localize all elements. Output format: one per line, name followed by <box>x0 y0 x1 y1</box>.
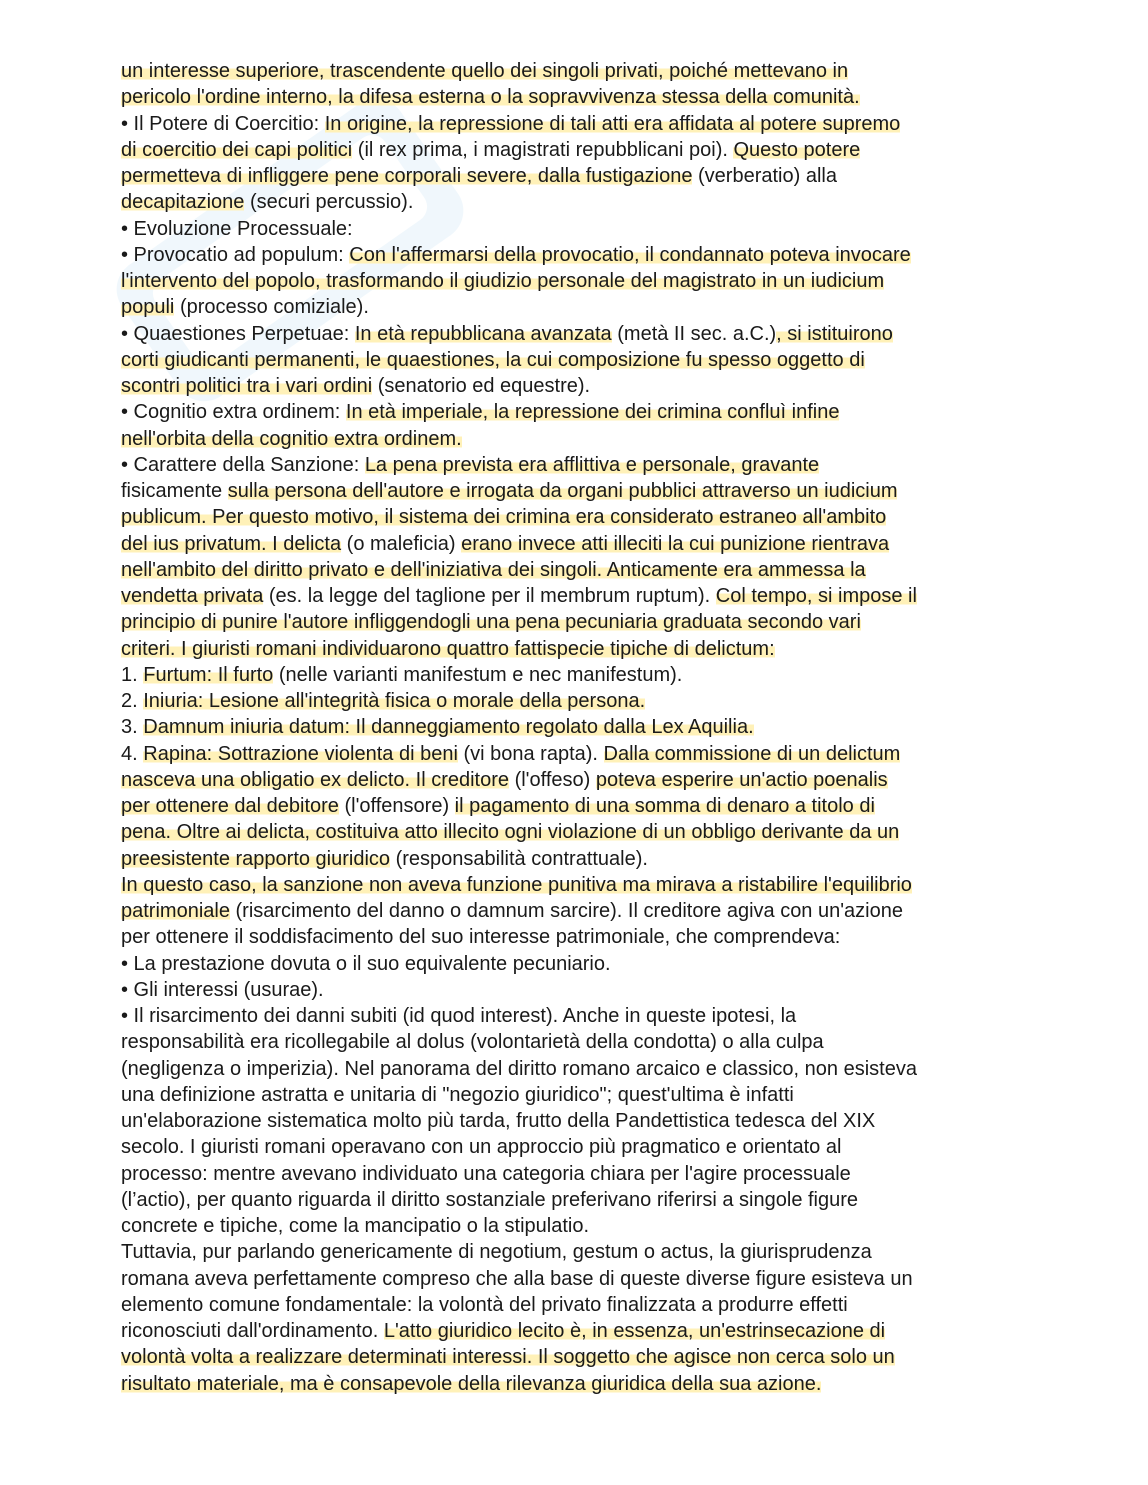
text-line <box>121 84 1041 110</box>
document-body <box>121 58 1041 1397</box>
text-line <box>121 399 1041 425</box>
text-segment: romana aveva perfettamente compreso che alla base di queste diverse figure esisteva un <box>121 1267 913 1290</box>
text-line <box>121 1239 1041 1265</box>
highlighted-text: Iniuria: Lesione all'integrità fisica o morale della persona. <box>143 690 646 712</box>
text-segment: elemento comune fondamentale: la volontà del privato finalizzata a produrre effetti <box>121 1293 848 1316</box>
highlighted-text: Furtum: Il furto <box>143 663 274 686</box>
text-line <box>121 216 1041 242</box>
highlighted-text: publicum. Per questo motivo, il sistema dei crimina era considerato estraneo all'ambito <box>121 506 887 529</box>
text-line <box>121 189 1041 215</box>
highlighted-text: decapitazione <box>121 191 245 214</box>
text-line <box>121 793 1041 819</box>
highlighted-text: l'intervento del popolo, trasformando il giudizio personale del magistrato in un iudicium <box>121 270 885 292</box>
text-line <box>121 1108 1041 1134</box>
text-line <box>121 1371 1041 1397</box>
highlighted-text: Con l'affermarsi della provocatio, il condannato poteva invocare <box>349 243 911 266</box>
highlighted-text: In età repubblicana avanzata <box>354 322 612 345</box>
highlighted-text: nell'ambito del diritto privato e dell'iniziativa dei singoli. Anticamente era ammessa la <box>121 558 866 581</box>
text-line <box>121 636 1041 662</box>
text-segment: responsabilità era ricollegabile al dolus (volontarietà della condotta) o alla culpa <box>121 1031 824 1054</box>
text-line <box>121 1082 1041 1108</box>
text-line <box>121 531 1041 557</box>
text-line <box>121 767 1041 793</box>
text-segment: (senatorio ed equestre). <box>372 375 591 397</box>
highlighted-text: il pagamento di una somma di denaro a titolo di <box>454 795 875 817</box>
text-line <box>121 504 1041 530</box>
text-segment: (responsabilità contrattuale). <box>390 847 648 870</box>
highlighted-text: principio di punire l'autore infliggendogli una pena pecuniaria graduata secondo vari <box>121 611 861 634</box>
text-segment: secolo. I giuristi romani operavano con un approccio più pragmatico e orientato al <box>121 1136 842 1159</box>
text-line <box>121 1187 1041 1213</box>
text-line <box>121 1161 1041 1187</box>
highlighted-text: per ottenere dal debitore <box>121 795 339 817</box>
text-line <box>121 58 1041 84</box>
text-segment: (vi bona rapta). <box>457 742 604 765</box>
text-line <box>121 609 1041 635</box>
highlighted-text: scontri politici tra i vari ordini <box>121 375 373 397</box>
text-segment: (verberatio) alla <box>692 165 837 187</box>
highlighted-text: L'atto giuridico lecito è, in essenza, un'estrinsecazione di <box>383 1320 886 1342</box>
text-line <box>121 373 1041 399</box>
highlighted-text: permetteva di infliggere pene corporali severe, dalla fustigazione <box>121 165 693 187</box>
text-line <box>121 111 1041 137</box>
text-segment: 2. <box>121 690 144 712</box>
text-segment: concrete e tipiche, come la mancipatio o la stipulatio. <box>121 1215 590 1237</box>
text-segment: • Cognitio extra ordinem: <box>121 401 346 424</box>
highlighted-text: In origine, la repressione di tali atti era affidata al potere supremo <box>324 112 901 135</box>
text-line <box>121 1213 1041 1239</box>
text-segment: • Il Potere di Coercitio: <box>121 112 325 135</box>
highlighted-text: Questo potere <box>733 138 861 161</box>
text-segment: • Quaestiones Perpetuae: <box>121 322 355 345</box>
text-line <box>121 714 1041 740</box>
highlighted-text: sulla persona dell'autore e irrogata da organi pubblici attraverso un iudicium <box>227 480 898 502</box>
highlighted-text: , si istituirono <box>776 322 893 345</box>
text-segment: (risarcimento del danno o damnum sarcire). Il creditore agiva con un'azione <box>229 900 903 922</box>
text-line <box>121 872 1041 898</box>
text-segment: • Gli interessi (usurae). <box>121 978 324 1001</box>
highlighted-text: La pena prevista era afflittiva e personale, gravante <box>364 453 820 476</box>
text-line <box>121 846 1041 872</box>
text-segment: (il rex prima, i magistrati repubblicani poi). <box>352 138 734 161</box>
highlighted-text: risultato materiale, ma è consapevole della rilevanza giuridica della sua azione. <box>121 1372 822 1395</box>
text-line <box>121 452 1041 478</box>
text-line <box>121 294 1041 320</box>
text-line <box>121 977 1041 1003</box>
text-line <box>121 1029 1041 1055</box>
highlighted-text: preesistente rapporto giuridico <box>121 847 391 870</box>
text-line <box>121 426 1041 452</box>
text-segment: (nelle varianti manifestum e nec manifestum). <box>273 663 683 686</box>
text-line <box>121 163 1041 189</box>
text-segment: • Il risarcimento dei danni subiti (id quod interest). Anche in queste ipotesi, la <box>121 1005 797 1027</box>
text-segment: • Provocatio ad populum: <box>121 243 350 266</box>
text-line <box>121 137 1041 163</box>
text-line <box>121 478 1041 504</box>
text-line <box>121 268 1041 294</box>
text-segment: (l'offeso) <box>509 768 596 791</box>
highlighted-text: In questo caso, la sanzione non aveva funzione punitiva ma mirava a ristabilire l'equilibrio <box>121 873 912 896</box>
text-line <box>121 1318 1041 1344</box>
text-segment: (negligenza o imperizia). Nel panorama del diritto romano arcaico e classico, non esisteva <box>121 1057 917 1080</box>
text-segment: 4. <box>121 742 144 765</box>
text-segment: riconosciuti dall'ordinamento. <box>121 1320 384 1342</box>
text-segment: (l'offensore) <box>338 795 455 817</box>
text-segment: • Carattere della Sanzione: <box>121 453 365 476</box>
highlighted-text: volontà volta a realizzare determinati interessi. Il soggetto che agisce non cerca solo un <box>121 1346 895 1369</box>
text-line <box>121 1266 1041 1292</box>
text-segment: • Evoluzione Processuale: <box>121 217 353 240</box>
text-line <box>121 557 1041 583</box>
text-segment: un'elaborazione sistematica molto più tarda, frutto della Pandettistica tedesca del XIX <box>121 1110 876 1132</box>
text-segment: 1. <box>121 663 144 686</box>
text-segment: fisicamente <box>121 480 228 502</box>
highlighted-text: del ius privatum. I delicta <box>121 532 342 555</box>
text-line <box>121 1292 1041 1318</box>
text-line <box>121 321 1041 347</box>
highlighted-text: In età imperiale, la repressione dei crimina confluì infine <box>345 401 840 424</box>
highlighted-text: Col tempo, si impose il <box>715 585 917 607</box>
text-line <box>121 688 1041 714</box>
highlighted-text: nasceva una obligatio ex delicto. Il creditore <box>121 768 510 791</box>
text-segment: una definizione astratta e unitaria di "negozio giuridico"; quest'ultima è infatti <box>121 1083 794 1106</box>
text-line <box>121 898 1041 924</box>
text-segment: (l’actio), per quanto riguarda il diritto sostanziale preferivano riferirsi a singole figure <box>121 1188 859 1211</box>
text-line <box>121 1003 1041 1029</box>
highlighted-text: Dalla commissione di un delictum <box>603 742 901 765</box>
highlighted-text: erano invece atti illeciti la cui punizione rientrava <box>461 532 890 555</box>
text-line <box>121 1134 1041 1160</box>
highlighted-text: un interesse superiore, trascendente quello dei singoli privati, poiché mettevano in <box>121 60 849 82</box>
text-segment: (processo comiziale). <box>174 296 369 319</box>
highlighted-text: patrimoniale <box>121 900 230 922</box>
highlighted-text: pericolo l'ordine interno, la difesa esterna o la sopravvivenza stessa della comunità. <box>121 86 860 109</box>
highlighted-text: poteva esperire un'actio poenalis <box>595 768 888 791</box>
highlighted-text: vendetta privata <box>121 585 264 607</box>
highlighted-text: pena. Oltre ai delicta, costituiva atto illecito ogni violazione di un obbligo derivante da un <box>121 821 900 844</box>
highlighted-text: Rapina: Sottrazione violenta di beni <box>143 742 458 765</box>
text-line <box>121 242 1041 268</box>
highlighted-text: criteri. I giuristi romani individuarono quattro fattispecie tipiche di delictum: <box>121 637 775 660</box>
text-line <box>121 1056 1041 1082</box>
highlighted-text: di coercitio dei capi politici <box>121 138 353 161</box>
text-segment: (metà II sec. a.C.) <box>611 322 777 345</box>
text-segment: (es. la legge del taglione per il membrum ruptum). <box>263 585 716 607</box>
text-line <box>121 583 1041 609</box>
text-line <box>121 662 1041 688</box>
text-segment: (securi percussio). <box>244 191 414 214</box>
text-line <box>121 951 1041 977</box>
text-line <box>121 741 1041 767</box>
text-segment: • La prestazione dovuta o il suo equivalente pecuniario. <box>121 952 611 975</box>
text-segment: processo: mentre avevano individuato una categoria chiara per l'agire processuale <box>121 1162 851 1185</box>
text-line <box>121 819 1041 845</box>
text-segment: 3. <box>121 716 144 739</box>
highlighted-text: populi <box>121 296 175 319</box>
text-line <box>121 1344 1041 1370</box>
highlighted-text: nell'orbita della cognitio extra ordinem. <box>121 427 462 450</box>
text-segment: (o maleficia) <box>341 532 462 555</box>
text-segment: Tuttavia, pur parlando genericamente di negotium, gestum o actus, la giurisprudenza <box>121 1241 872 1264</box>
text-segment: per ottenere il soddisfacimento del suo interesse patrimoniale, che comprendeva: <box>121 926 841 949</box>
highlighted-text: corti giudicanti permanenti, le quaestiones, la cui composizione fu spesso oggetto di <box>121 348 865 371</box>
text-line <box>121 924 1041 950</box>
text-line <box>121 347 1041 373</box>
highlighted-text: Damnum iniuria datum: Il danneggiamento regolato dalla Lex Aquilia. <box>143 716 754 739</box>
